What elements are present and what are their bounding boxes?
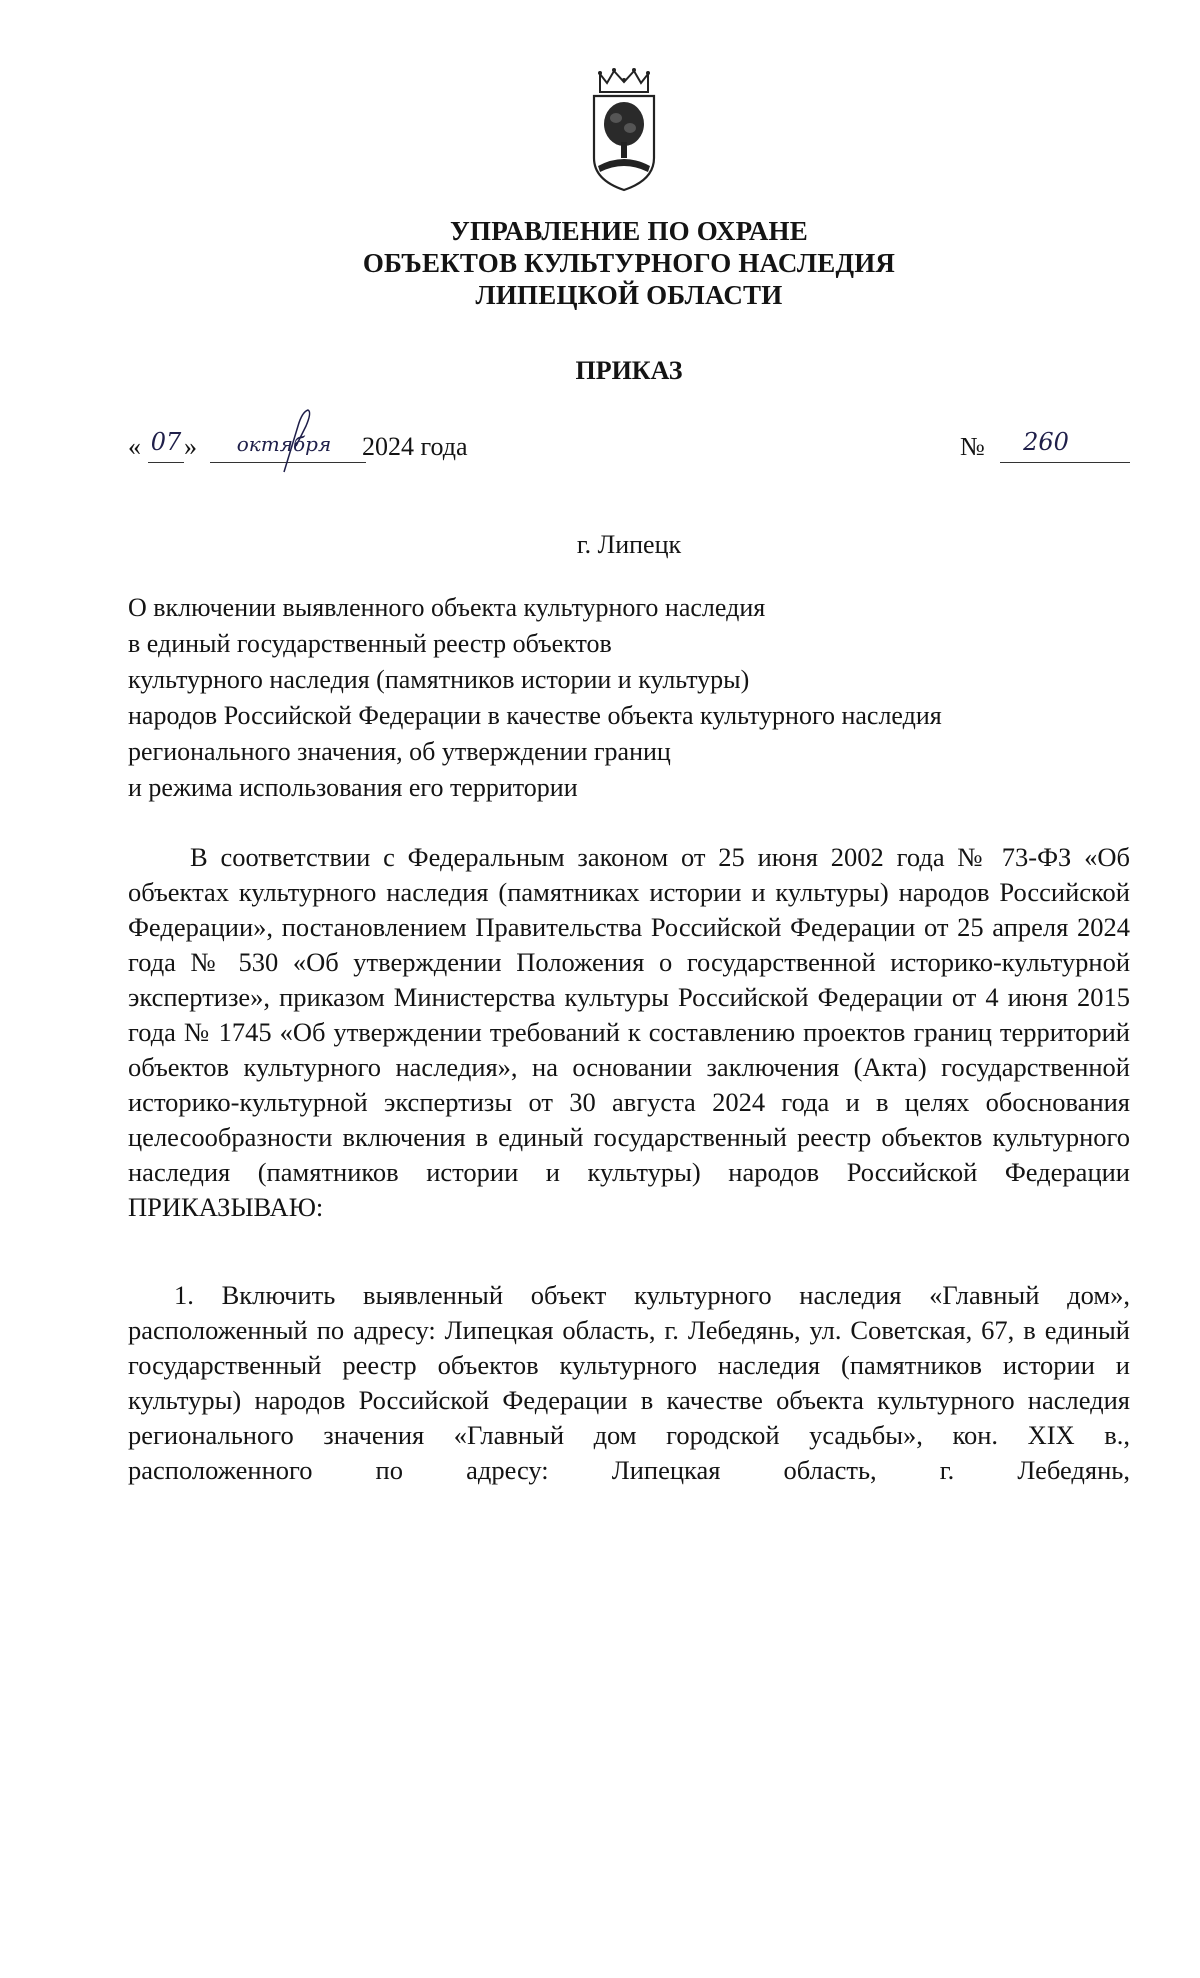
order-number-handwritten: 260 [1023,428,1069,456]
date-day-handwritten: 07 [150,428,182,456]
date-day-underline [148,462,184,463]
subject-line: в единый государственный реестр объектов [128,629,612,658]
issue-city: г. Липецк [576,530,682,559]
subject-line: О включении выявленного объекта культурного наследия [128,593,766,622]
handwriting-flourish [278,406,318,476]
date-open-quote: « [128,432,141,461]
subject-line: регионального значения, об утверждении границ [128,737,671,766]
subject-line: народов Российской Федерации в качестве объекта культурного наследия [128,701,942,730]
order-subject [128,590,942,806]
subject-line: культурного наследия (памятников истории и культуры) [128,665,750,694]
date-month-handwritten: октября [236,432,332,456]
organization-name-line-1: УПРАВЛЕНИЕ ПО ОХРАНЕ [450,216,808,246]
organization-name-line-2: ОБЪЕКТОВ КУЛЬТУРНОГО НАСЛЕДИЯ [362,248,896,278]
subject-line: и режима использования его территории [128,773,578,802]
order-number-underline [1000,462,1130,463]
order-date [128,428,488,472]
number-sign: № [960,432,985,461]
coat-of-arms-emblem [590,68,658,192]
date-year: 2024 года [362,432,468,461]
order-item-1-paragraph: 1. Включить выявленный объект культурного наследия «Главный дом», расположенный по адресу: Липецкая область, г. Лебедянь, ул. Советская, 67, в единый государственный реестр объектов культурного наследия (памятников истории и культуры) народов Российской Федерации в качестве объекта культурного наследия регионального значения «Главный дом городской усадьбы», кон. XIX в., расположенного по адресу: Липецкая область, г. Лебедянь, [128,1280,1130,1485]
date-close-quote: » [184,432,197,461]
organization-name-line-3: ЛИПЕЦКОЙ ОБЛАСТИ [475,280,783,310]
order-number [960,428,1130,472]
preamble-paragraph: В соответствии с Федеральным законом от 25 июня 2002 года № 73-ФЗ «Об объектах культурного наследия (памятниках истории и культуры) народов Российской Федерации», постановлением Правительства Российской Федерации от 25 апреля 2024 года № 530 «Об утверждении Положения о государственной историко-культурной экспертизе», приказом Министерства культуры Российской Федерации от 4 июня 2015 года № 1745 «Об утверждении требований к составлению проектов границ территорий объектов культурного наследия», на основании заключения (Акта) государственной историко-культурной экспертизы от 30 августа 2024 года и в целях обоснования целесообразности включения в единый государственный реестр объектов культурного наследия (памятников истории и культуры) народов Российской Федерации ПРИКАЗЫВАЮ: [128,842,1130,1222]
document-type-title: ПРИКАЗ [575,356,683,385]
